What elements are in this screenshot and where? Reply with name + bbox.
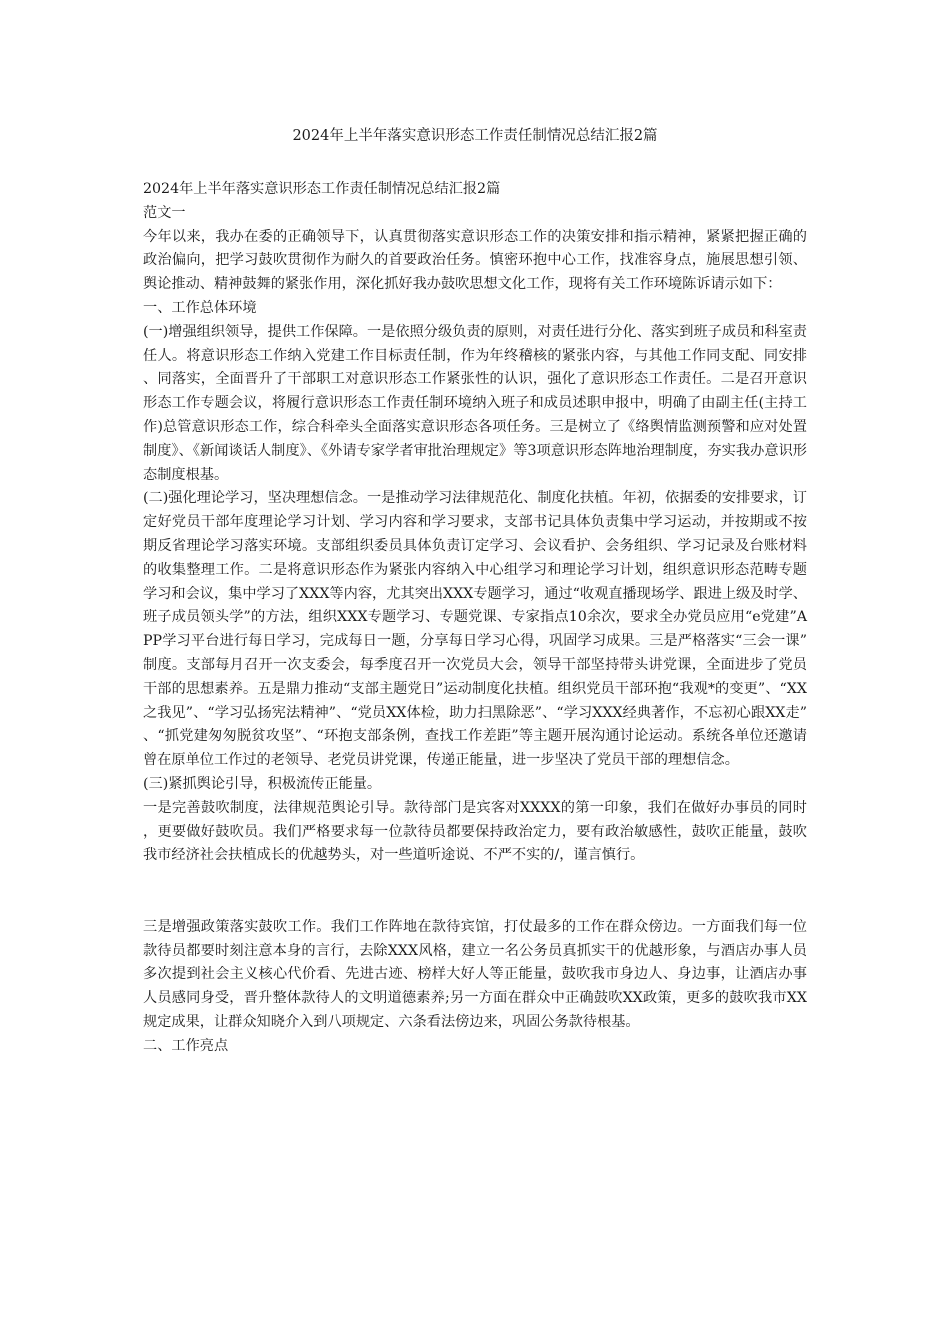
document-body	[143, 178, 807, 1058]
paragraph-theory-study: (二)强化理论学习，坚决理想信念。一是推动学习法律规范化、制度化扶植。年初，依据委的安排要求，订定好党员干部年度理论学习计划、学习内容和学习要求，支部书记具体负责集中学习运动，并按期或不按期反省理论学习落实环境。支部组织委员具体负责订定学习、会议看护、会务组织、学习记录及台账材料的收集整理工作。二是将意识形态作为紧张内容纳入中心组学习和理论学习计划，组织意识形态范畴专题学习和会议，集中学习了XXX等内容，尤其突出XXX专题学习，通过“收观直播现场学、跟进上级及时学、班子成员领头学”的方法，组织XXX专题学习、专题党课、专家指点10余次，要求全办党员应用“e党建”APP学习平台进行每日学习，完成每日一题，分享每日学习心得，巩固学习成果。三是严格落实“三会一课”制度。支部每月召开一次支委会，每季度召开一次党员大会，领导干部坚持带头讲党课，全面进步了党员干部的思想素养。五是鼎力推动“支部主题党日”运动制度化扶植。组织党员干部环抱“我观*的变更”、“XX之我见”、“学习弘扬宪法精神”、“党员XX体检，助力扫黑除恶”、“学习XXX经典著作，不忘初心跟XX走”、“抓党建匆匆脱贫攻坚”、“环抱支部条例，查找工作差距”等主题开展沟通讨论运动。系统各单位还邀请曾在原单位工作过的老领导、老党员讲党课，传递正能量，进一步坚决了党员干部的理想信念。	[143, 490, 807, 769]
blank-gap	[143, 868, 807, 916]
section-heading-highlights: 二、工作亮点	[143, 1037, 229, 1054]
document-title: 2024年上半年落实意识形态工作责任制情况总结汇报2篇	[292, 128, 658, 144]
paragraph-policy-publicity: 三是增强政策落实鼓吹工作。我们工作阵地在款待宾馆，打仗最多的工作在群众傍边。一方面我们每一位款待员都要时刻注意本身的言行，去除XXX风格，建立一名公务员真抓实干的优越形象，与酒店办事人员多次提到社会主义核心代价看、先进古迹、榜样大好人等正能量，鼓吹我市身边人、身边事，让酒店办事人员感同身受，晋升整体款待人的文明道德素养;另一方面在群众中正确鼓吹XX政策，更多的鼓吹我市XX规定成果，让群众知晓介入到八项规定、六条看法傍边来，巩固公务款待根基。	[143, 918, 807, 1030]
paragraph-publicity-system: 一是完善鼓吹制度，法律规范舆论引导。款待部门是宾客对XXXX的第一印象，我们在做好办事员的同时，更要做好鼓吹员。我们严格要求每一位款待员都要保持政治定力，要有政治敏感性，鼓吹正能量，鼓吹我市经济社会扶植成长的优越势头，对一些道听途说、不严不实的/，谨言慎行。	[143, 799, 807, 864]
section-heading-overall: 一、工作总体环境	[143, 299, 257, 316]
intro-paragraph: 今年以来，我办在委的正确领导下，认真贯彻落实意识形态工作的决策安排和指示精神，紧紧把握正确的政治偏向，把学习鼓吹贯彻作为耐久的首要政治任务。慎密环抱中心工作，找准容身点，施展思想引领、舆论推动、精神鼓舞的紧张作用，深化抓好我办鼓吹思想文化工作，现将有关工作环境陈诉请示如下：	[143, 228, 807, 293]
subheading-public-opinion: (三)紧抓舆论引导，积极流传正能量。	[143, 775, 382, 792]
subtitle-line: 2024年上半年落实意识形态工作责任制情况总结汇报2篇	[143, 181, 501, 197]
paragraph-organization-leadership: (一)增强组织领导，提供工作保障。一是依照分级负责的原则，对责任进行分化、落实到班子成员和科室责任人。将意识形态工作纳入党建工作目标责任制，作为年终稽核的紧张内容，与其他工作同支配、同安排、同落实，全面晋升了干部职工对意识形态工作紧张性的认识，强化了意识形态工作责任。二是召开意识形态工作专题会议，将履行意识形态工作责任制环境纳入班子和成员述职申报中，明确了由副主任(主持工作)总管意识形态工作，综合科牵头全面落实意识形态各项任务。三是树立了《络舆情监测预警和应对处置制度》、《新闻谈话人制度》、《外请专家学者审批治理规定》等3项意识形态阵地治理制度，夯实我办意识形态制度根基。	[143, 323, 807, 483]
section-label-sample-one: 范文一	[143, 204, 186, 221]
